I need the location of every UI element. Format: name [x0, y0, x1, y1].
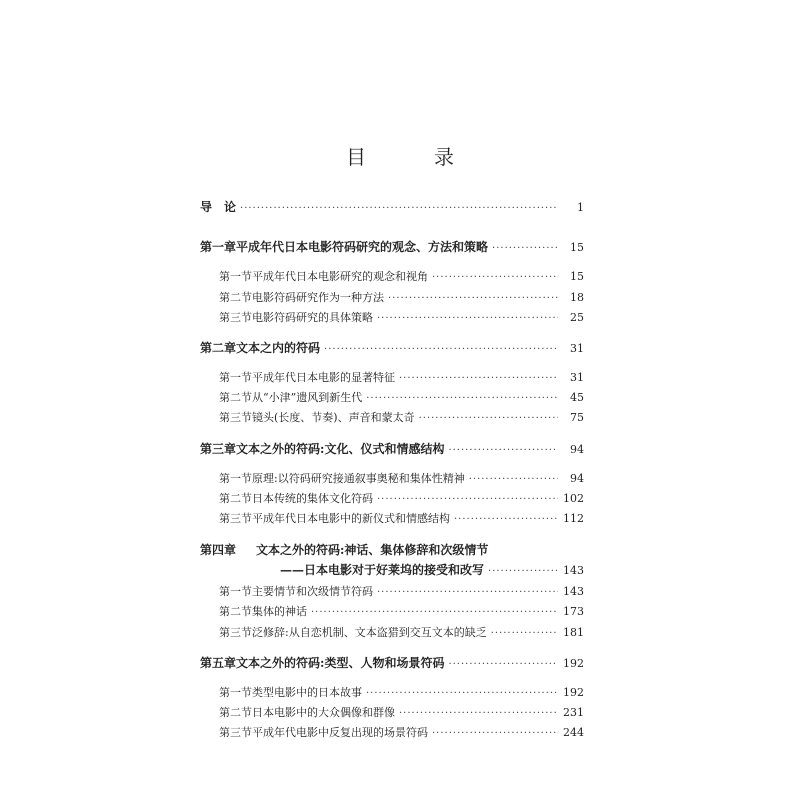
toc-entry	[280, 561, 584, 578]
entry-number: 第一节	[219, 270, 252, 283]
page-number: 192	[563, 686, 584, 699]
toc-entry	[219, 409, 584, 425]
entry-number: 第五章	[200, 656, 237, 670]
toc-entry	[219, 268, 584, 284]
leader-dots	[311, 607, 558, 618]
leader-dots	[324, 344, 558, 355]
leader-dots	[377, 587, 558, 598]
toc-entry	[219, 624, 584, 640]
entry-number: 第二节	[219, 706, 252, 719]
entry-title: 日本传统的集体文化符码	[252, 492, 373, 505]
entry-title: 原理:以符码研究接通叙事奥秘和集体性精神	[252, 472, 465, 485]
entry-number: 第三节	[219, 626, 252, 639]
page-number: 244	[563, 726, 584, 739]
toc-entry	[219, 369, 584, 385]
page-number: 45	[570, 391, 584, 404]
toc-entry	[219, 724, 584, 740]
entry-number: 第三节	[219, 311, 252, 324]
leader-dots	[399, 708, 558, 719]
entry-title: 平成年代日本电影中的新仪式和情感结构	[252, 512, 450, 525]
leader-dots	[240, 203, 558, 214]
page-number: 18	[570, 291, 584, 304]
entry-title: 文本之内的符码	[236, 341, 321, 355]
entry-number: 第三节	[219, 726, 252, 739]
entry-title: 主要情节和次级情节符码	[252, 585, 373, 598]
leader-dots	[469, 474, 558, 485]
page-number: 15	[570, 270, 584, 283]
leader-dots	[366, 393, 558, 404]
leader-dots	[454, 514, 558, 525]
entry-number: 第四章	[200, 543, 237, 557]
page-number: 31	[570, 342, 584, 355]
entry-title: 从“小津”遗风到新生代	[252, 391, 363, 404]
entry-number: 第三章	[200, 442, 237, 456]
entry-number: 第一节	[219, 472, 252, 485]
entry-number: 第一章	[200, 240, 237, 254]
entry-number: 第三节	[219, 512, 252, 525]
entry-title: 泛修辞:从自恋机制、文本盗猎到交互文本的缺乏	[252, 626, 487, 639]
toc-entry	[200, 238, 584, 255]
entry-title: 镜头(长度、节奏)、声音和蒙太奇	[252, 411, 415, 424]
toc-entry	[200, 198, 584, 215]
page-number: 94	[570, 443, 584, 456]
entry-number: 第二节	[219, 492, 252, 505]
entry-number: 第一节	[219, 371, 252, 384]
entry-title: ——日本电影对于好莱坞的接受和改写	[280, 563, 485, 577]
toc-entry	[200, 541, 488, 558]
page-number: 15	[570, 241, 584, 254]
entry-title: 集体的神话	[252, 605, 307, 618]
entry-title: 电影符码研究作为一种方法	[252, 291, 384, 304]
leader-dots	[492, 243, 558, 254]
leader-dots	[448, 445, 558, 456]
toc-entry	[219, 309, 584, 325]
toc-entry	[219, 490, 584, 506]
page-title: 目 录	[346, 145, 478, 169]
entry-title: 日本电影中的大众偶像和群像	[252, 706, 395, 719]
leader-dots	[448, 659, 558, 670]
toc-entry	[200, 440, 584, 457]
entry-number: 第二节	[219, 605, 252, 618]
page-number: 94	[570, 472, 584, 485]
leader-dots	[377, 494, 558, 505]
toc-entry	[219, 289, 584, 305]
toc-entry	[219, 704, 584, 720]
page-number: 102	[563, 492, 584, 505]
leader-dots	[432, 272, 558, 283]
page-number: 173	[563, 605, 584, 618]
entry-number: 第二章	[200, 341, 237, 355]
leader-dots	[388, 293, 558, 304]
page-number: 192	[563, 657, 584, 670]
toc-entry	[219, 603, 584, 619]
entry-number: 第二节	[219, 291, 252, 304]
page-number: 25	[570, 311, 584, 324]
entry-number: 第一节	[219, 585, 252, 598]
page-number: 181	[563, 626, 584, 639]
entry-title: 文本之外的符码:神话、集体修辞和次级情节	[256, 543, 489, 557]
leader-dots	[488, 566, 558, 577]
entry-number: 第一节	[219, 686, 252, 699]
entry-title: 类型电影中的日本故事	[252, 686, 362, 699]
page-number: 112	[563, 512, 584, 525]
toc-entry	[200, 654, 584, 671]
page-number: 1	[577, 201, 584, 214]
page-number: 143	[563, 585, 584, 598]
entry-title: 电影符码研究的具体策略	[252, 311, 373, 324]
entry-number: 第二节	[219, 391, 252, 404]
page-number: 143	[563, 564, 584, 577]
leader-dots	[491, 628, 558, 639]
leader-dots	[399, 373, 558, 384]
leader-dots	[432, 728, 558, 739]
entry-title: 平成年代日本电影研究的观念和视角	[252, 270, 428, 283]
leader-dots	[366, 688, 558, 699]
toc-entry	[219, 684, 584, 700]
entry-number: 导 论	[200, 200, 237, 214]
toc-entry	[219, 583, 584, 599]
toc-entry	[219, 389, 584, 405]
toc-entry	[219, 470, 584, 486]
toc-entry	[219, 510, 584, 526]
entry-title: 平成年代日本电影的显著特征	[252, 371, 395, 384]
page-number: 31	[570, 371, 584, 384]
page-number: 75	[570, 411, 584, 424]
page-number: 231	[563, 706, 584, 719]
toc-entry	[200, 339, 584, 356]
entry-title: 平成年代日本电影符码研究的观念、方法和策略	[236, 240, 489, 254]
entry-title: 平成年代电影中反复出现的场景符码	[252, 726, 428, 739]
entry-title: 文本之外的符码:文化、仪式和情感结构	[236, 442, 445, 456]
leader-dots	[377, 313, 558, 324]
leader-dots	[419, 413, 558, 424]
entry-number: 第三节	[219, 411, 252, 424]
entry-title: 文本之外的符码:类型、人物和场景符码	[236, 656, 445, 670]
